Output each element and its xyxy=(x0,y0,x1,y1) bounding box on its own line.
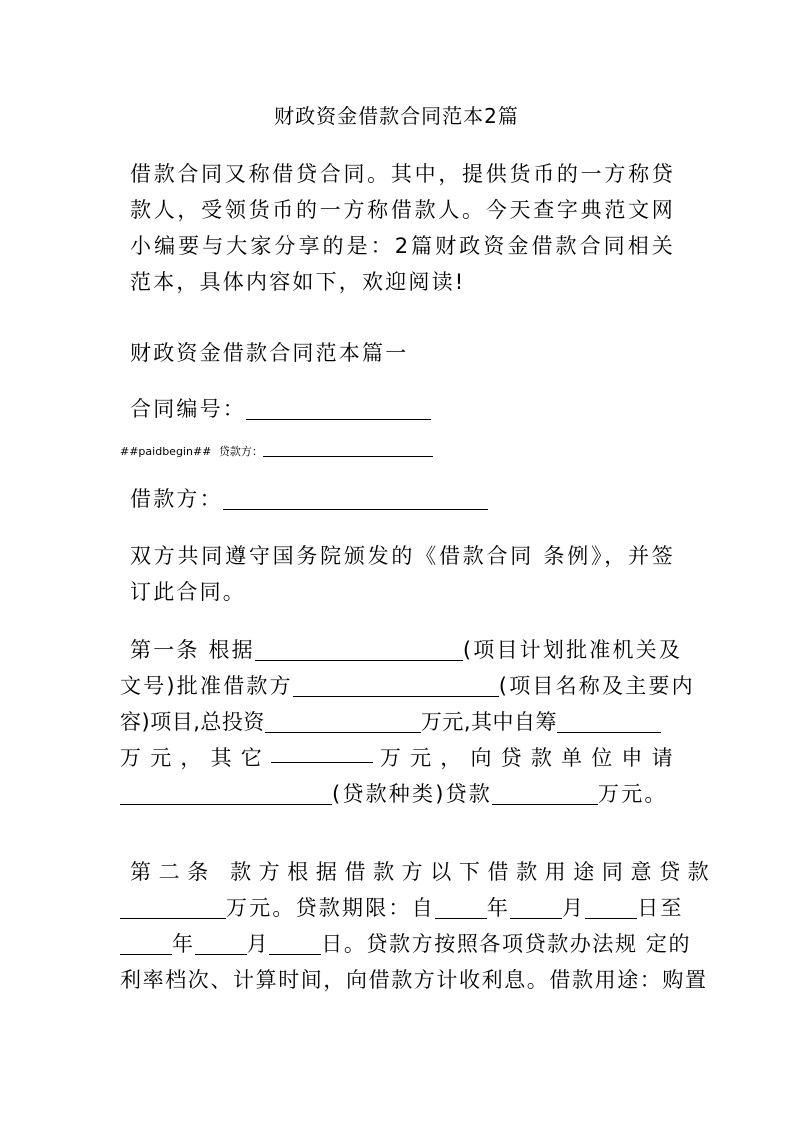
article-1-text-4: 容)项目,总投资 xyxy=(120,710,265,734)
article-1-line-3 xyxy=(120,704,675,740)
article-2-day-text: 日。贷款方按照各项贷款办法规 定的 xyxy=(321,932,692,956)
article-2-blank-month-2 xyxy=(195,932,247,955)
agreement-text: 双方共同遵守国务院颁发的《借款合同 条例》，并签订此合同。 xyxy=(130,544,675,604)
article-1-char: 元 xyxy=(410,746,434,770)
article-1-char: 元 xyxy=(150,746,174,770)
article-2-blank-day-1 xyxy=(585,896,637,919)
article-1-blank-3 xyxy=(265,710,421,733)
article-1-line-1 xyxy=(120,632,683,668)
article-1-text-3: (项目名称及主要内 xyxy=(498,674,695,698)
article-1-blank-6 xyxy=(120,782,332,805)
article-1-char: 贷 xyxy=(500,746,524,770)
article-1-blank-4 xyxy=(557,710,661,733)
article-2-line-1: 第二条 款方根据借款方以下借款用途同意贷款 xyxy=(130,860,717,884)
article-1-char: 申 xyxy=(621,746,645,770)
lender-line xyxy=(120,444,433,460)
contract-number-line xyxy=(120,394,431,424)
article-1-text-8: 万元。 xyxy=(598,782,668,806)
article-2 xyxy=(120,854,717,998)
article-2-month-2: 月 xyxy=(246,932,270,956)
article-1-blank-2 xyxy=(293,674,499,697)
article-2-line-2 xyxy=(120,890,684,926)
article-1-char: ， xyxy=(440,746,464,770)
lender-blank xyxy=(263,444,433,457)
paid-marker: ##paidbegin## xyxy=(120,445,212,458)
article-1-text-2: 文号)批准借款方 xyxy=(120,674,293,698)
article-1-line-4 xyxy=(120,740,675,776)
intro-text: 借款合同又称借贷合同。其中，提供货币的一方称贷款人，受领货币的一方称借款人。今天查字典范文网小编要与大家分享的是：2篇财政资金借款合同相关范本，具体内容如下，欢迎阅读! xyxy=(130,162,675,294)
article-1-blank-5 xyxy=(271,740,373,763)
article-2-text-1: 万元。贷款期限：自 xyxy=(226,896,435,920)
article-1-label: 第一条 根据 xyxy=(130,638,255,662)
article-1-char: 万 xyxy=(379,746,404,770)
article-1-char: ， xyxy=(180,746,204,770)
article-2-blank-year-1 xyxy=(435,896,487,919)
article-2-blank-day-2 xyxy=(269,932,321,955)
section-heading: 财政资金借款合同范本篇一 xyxy=(130,341,409,365)
contract-number-label: 合同编号： xyxy=(130,397,246,421)
article-1-char: 请 xyxy=(651,746,675,770)
agreement-paragraph xyxy=(120,538,675,610)
article-2-blank-year-2 xyxy=(120,932,172,955)
article-1-text-7: (贷款种类)贷款 xyxy=(332,782,492,806)
article-2-line-4: 利率档次、计算时间，向借款方计收利息。借款用途：购置 xyxy=(120,968,708,992)
article-1-char: 万 xyxy=(120,746,144,770)
lender-label: 贷款方： xyxy=(218,445,263,458)
article-2-year-2: 年 xyxy=(172,932,195,956)
article-1-blank-7 xyxy=(492,782,598,805)
article-2-line-3 xyxy=(120,926,692,962)
borrower-line xyxy=(120,484,488,514)
contract-number-blank xyxy=(246,397,431,420)
article-1-char: 其 xyxy=(210,746,234,770)
article-2-month-1: 月 xyxy=(562,896,586,920)
article-1-char: 款 xyxy=(530,746,555,770)
article-2-blank-amount xyxy=(120,896,226,919)
article-1-line-2 xyxy=(120,668,695,704)
article-2-year-1: 年 xyxy=(486,896,511,920)
document-title: 财政资金借款合同范本2篇 xyxy=(274,104,519,128)
article-1-char: 单 xyxy=(561,746,585,770)
article-2-day-to: 日至 xyxy=(637,896,684,920)
article-1-text-5: 万元,其中自筹 xyxy=(420,710,558,734)
article-2-blank-month-1 xyxy=(510,896,562,919)
intro-paragraph xyxy=(120,156,675,300)
borrower-label: 借款方： xyxy=(130,487,223,511)
article-1-blank-1 xyxy=(255,638,463,661)
article-1-char: 向 xyxy=(470,746,494,770)
article-1 xyxy=(120,632,695,812)
article-1-text-1: (项目计划批准机关及 xyxy=(462,638,683,662)
article-1-line-5 xyxy=(120,776,675,812)
borrower-blank xyxy=(223,487,488,510)
article-1-char: 位 xyxy=(591,746,615,770)
article-1-char: 它 xyxy=(240,746,264,770)
